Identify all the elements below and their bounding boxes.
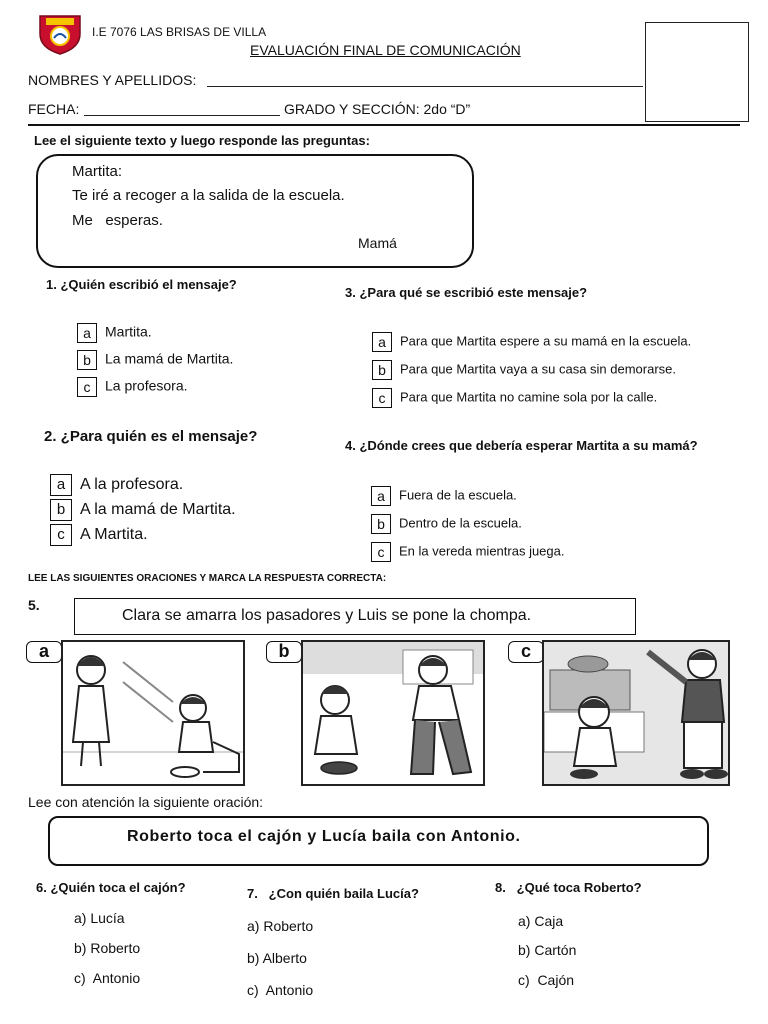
scene-c-illustration[interactable]	[542, 640, 730, 786]
q8-option-c[interactable]: c) Cajón	[518, 972, 575, 988]
option-text: En la vereda mientras juega.	[399, 543, 565, 559]
option-letter: a	[77, 323, 97, 343]
option-text: Para que Martita no camine sola por la calle.	[400, 389, 658, 405]
option-letter: c	[372, 388, 392, 408]
section2-instruction: LEE LAS SIGUIENTES ORACIONES Y MARCA LA RESPUESTA CORRECTA:	[28, 573, 387, 584]
message-line-1: Martita:	[72, 163, 123, 180]
q5-sentence: Clara se amarra los pasadores y Luis se pone la chompa.	[122, 607, 532, 624]
q4-option-b[interactable]	[371, 514, 522, 534]
school-crest	[36, 12, 84, 56]
q2-option-b[interactable]	[50, 499, 236, 521]
question-3: 3. ¿Para qué se escribió este mensaje?	[345, 285, 588, 300]
option-text: A la mamá de Martita.	[80, 501, 236, 519]
message-line-3: Me esperas.	[72, 212, 163, 229]
date-field[interactable]	[84, 115, 280, 116]
q1-option-a[interactable]	[77, 323, 152, 343]
q2-option-c[interactable]	[50, 524, 148, 546]
option-letter: b	[372, 360, 392, 380]
option-letter: c	[50, 524, 72, 546]
option-text: La profesora.	[105, 377, 188, 394]
q8-option-a[interactable]: a) Caja	[518, 913, 564, 929]
option-text: Martita.	[105, 323, 152, 340]
option-text: Para que Martita espere a su mamá en la escuela.	[400, 333, 692, 349]
question-7: 7. ¿Con quién baila Lucía?	[247, 886, 419, 901]
q1-option-b[interactable]	[77, 350, 233, 370]
message-signature: Mamá	[358, 235, 397, 251]
option-text: A Martita.	[80, 526, 148, 544]
q2-option-a[interactable]	[50, 474, 183, 496]
photo-box	[645, 22, 749, 122]
option-letter: b	[371, 514, 391, 534]
q4-option-c[interactable]	[371, 542, 564, 562]
q8-option-b[interactable]: b) Cartón	[518, 942, 577, 958]
option-letter: b	[77, 350, 97, 370]
q6-option-c[interactable]: c) Antonio	[74, 970, 141, 986]
image-label-c[interactable]: c	[508, 641, 544, 663]
school-name: I.E 7076 LAS BRISAS DE VILLA	[92, 25, 267, 39]
header-divider	[28, 124, 740, 126]
q7-option-b[interactable]: b) Alberto	[247, 950, 307, 966]
reading-instruction: Lee el siguiente texto y luego responde las preguntas:	[34, 133, 370, 148]
option-letter: c	[77, 377, 97, 397]
option-letter: a	[371, 486, 391, 506]
option-text: Dentro de la escuela.	[399, 515, 522, 531]
question-6: 6. ¿Quién toca el cajón?	[36, 880, 186, 895]
option-letter: b	[50, 499, 72, 521]
q3-option-b[interactable]	[372, 360, 676, 380]
option-text: La mamá de Martita.	[105, 350, 234, 367]
option-letter: a	[50, 474, 72, 496]
exam-title: EVALUACIÓN FINAL DE COMUNICACIÓN	[250, 42, 521, 58]
q3-option-a[interactable]	[372, 332, 691, 352]
q5-number: 5.	[28, 597, 40, 613]
option-letter: c	[371, 542, 391, 562]
option-text: Para que Martita vaya a su casa sin demorarse.	[400, 361, 677, 377]
names-field[interactable]	[207, 86, 643, 87]
grade-label: GRADO Y SECCIÓN: 2do “D”	[284, 101, 471, 117]
message-line-2: Te iré a recoger a la salida de la escuela.	[72, 187, 345, 204]
section3-instruction: Lee con atención la siguiente oración:	[28, 794, 264, 810]
question-1: 1. ¿Quién escribió el mensaje?	[46, 277, 237, 292]
names-label: NOMBRES Y APELLIDOS:	[28, 72, 197, 88]
question-4: 4. ¿Dónde crees que debería esperar Martita a su mamá?	[345, 438, 698, 453]
scene-b-illustration[interactable]	[301, 640, 485, 786]
q7-option-c[interactable]: c) Antonio	[247, 982, 314, 998]
date-label: FECHA:	[28, 101, 80, 117]
question-8: 8. ¿Qué toca Roberto?	[495, 880, 642, 895]
image-label-a[interactable]: a	[26, 641, 62, 663]
image-label-b[interactable]: b	[266, 641, 302, 663]
scene-a-illustration[interactable]	[61, 640, 245, 786]
option-text: A la profesora.	[80, 476, 184, 494]
q6-option-a[interactable]: a) Lucía	[74, 910, 125, 926]
q4-option-a[interactable]	[371, 486, 517, 506]
q1-option-c[interactable]	[77, 377, 188, 397]
question-2: 2. ¿Para quién es el mensaje?	[44, 428, 258, 445]
q3-option-c[interactable]	[372, 388, 657, 408]
option-letter: a	[372, 332, 392, 352]
q7-option-a[interactable]: a) Roberto	[247, 918, 314, 934]
q6-option-b[interactable]: b) Roberto	[74, 940, 141, 956]
sentence-text: Roberto toca el cajón y Lucía baila con Antonio.	[127, 828, 521, 845]
option-text: Fuera de la escuela.	[399, 487, 517, 503]
